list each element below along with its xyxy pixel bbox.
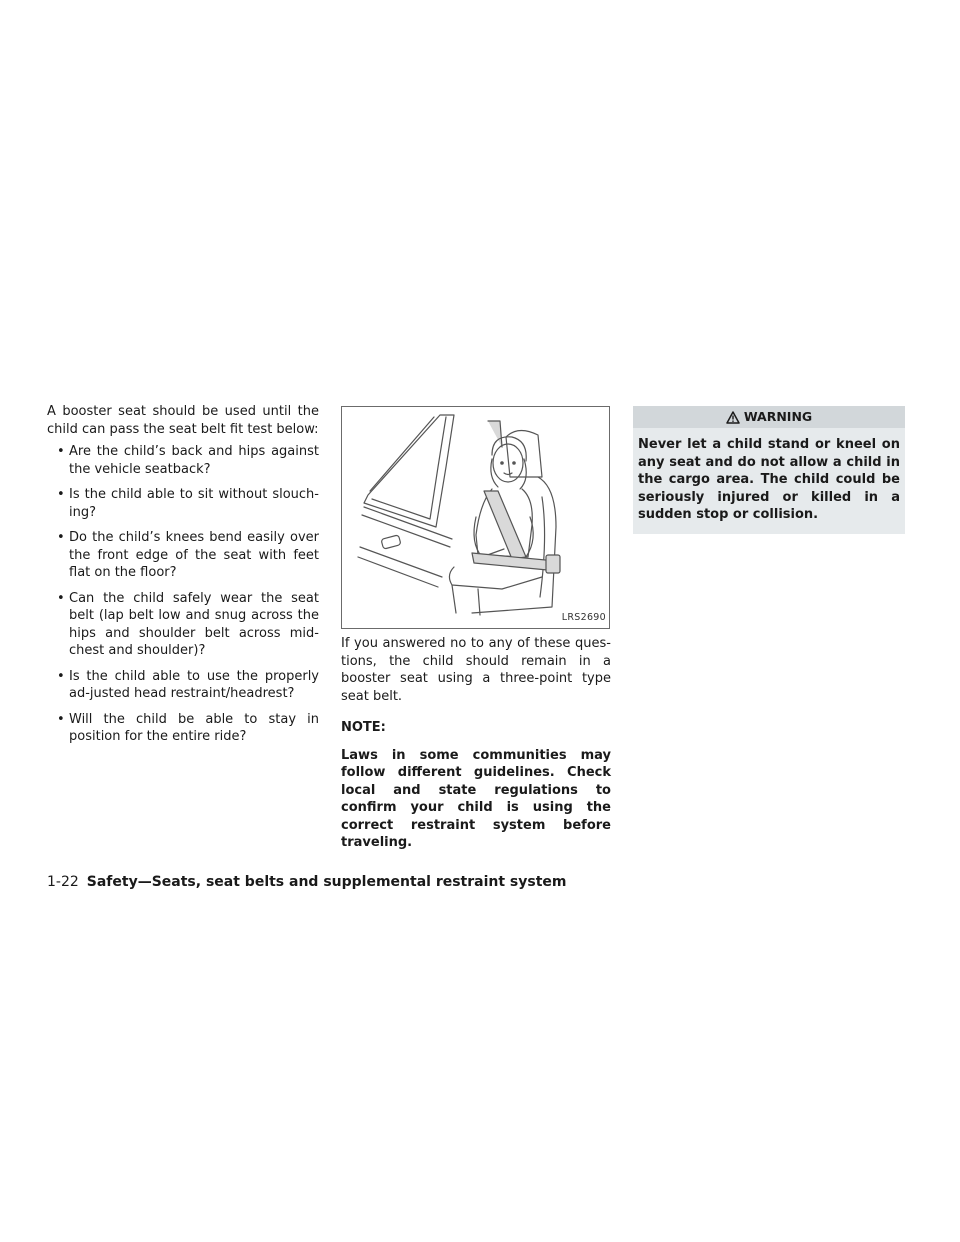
page-number: 1-22 (47, 874, 79, 890)
list-item: • Is the child able to sit without slouch-ing? (47, 486, 319, 521)
note-heading: NOTE: (341, 720, 386, 735)
page-footer (47, 874, 567, 890)
list-item: • Can the child safely wear the seat belt (lap belt low and snug across the hips and shoulder belt across mid-chest and shoulder)? (47, 590, 319, 660)
list-item: • Is the child able to use the properly ad-justed head restraint/headrest? (47, 668, 319, 703)
answer-paragraph: If you answered no to any of these ques-tions, the child should remain in a booster seat using a three-point type seat belt. (341, 636, 611, 704)
booster-seat-illustration (341, 406, 610, 629)
warning-triangle-icon (726, 411, 740, 424)
fit-test-list (47, 443, 319, 746)
left-column (47, 403, 319, 754)
list-item: • Do the child’s knees bend easily over the front edge of the seat with feet flat on the floor? (47, 529, 319, 582)
list-item: • Will the child be able to stay in position for the entire ride? (47, 711, 319, 746)
middle-column (341, 403, 611, 852)
warning-body: Never let a child stand or kneel on any seat and do not allow a child in the cargo area. The child could be seriously injured or killed in a sudden stop or collision. (633, 428, 905, 534)
right-column (633, 403, 905, 534)
chapter-title: Safety—Seats, seat belts and supplemental restraint system (86, 874, 567, 890)
child-in-booster-seat-drawing (342, 407, 609, 628)
list-item: • Are the child’s back and hips against the vehicle seatback? (47, 443, 319, 478)
intro-paragraph: A booster seat should be used until the child can pass the seat belt fit test below: (47, 404, 319, 437)
figure-code: LRS2690 (561, 611, 606, 623)
warning-title: WARNING (743, 409, 813, 425)
note-body: Laws in some communities may follow different guidelines. Check local and state regulations to confirm your child is using the correct restraint system before traveling. (341, 747, 611, 850)
warning-header (633, 406, 905, 428)
